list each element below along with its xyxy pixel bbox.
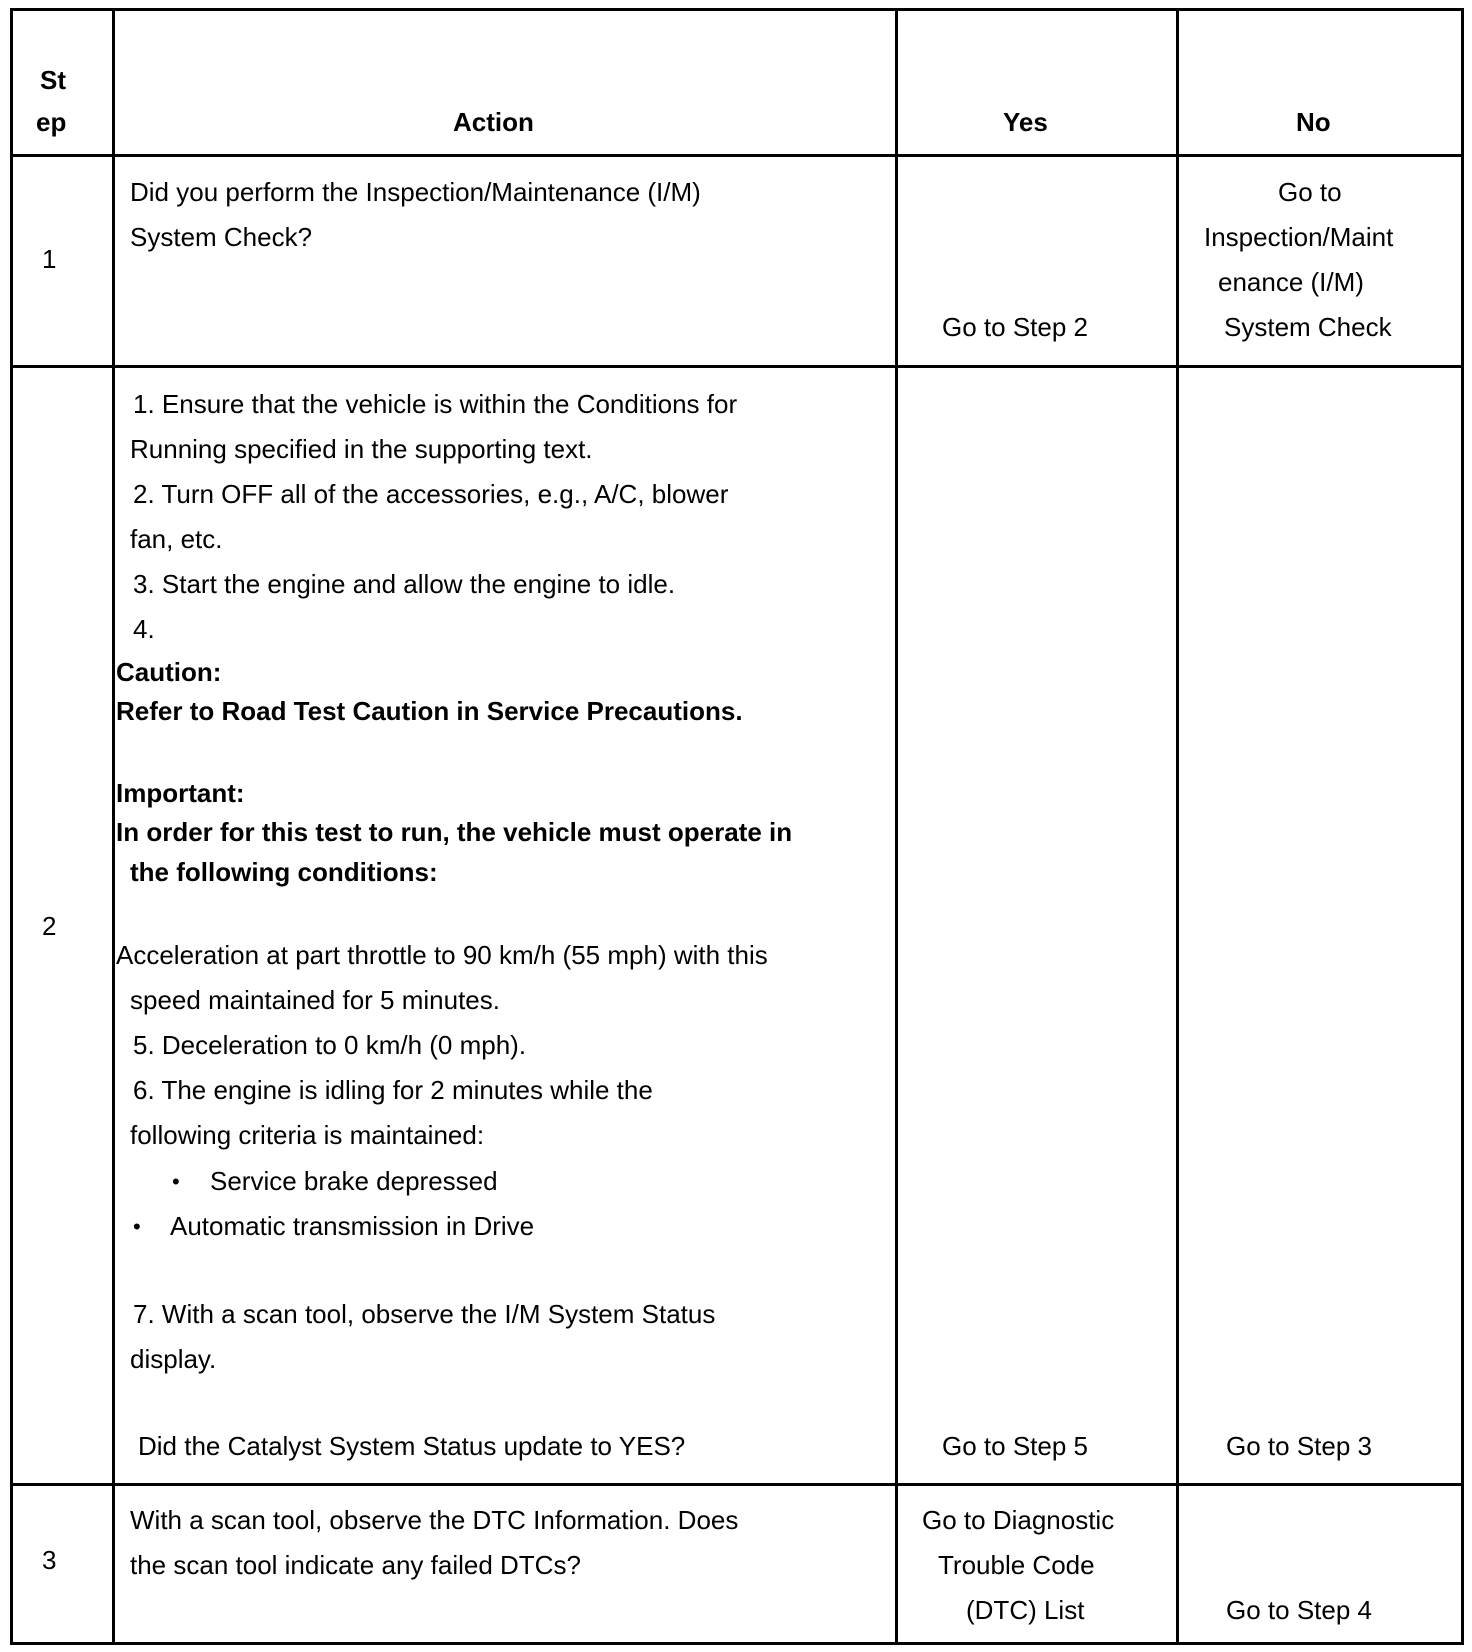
header-step-line1: St xyxy=(40,65,66,95)
row2-step3: 3. Start the engine and allow the engine to idle. xyxy=(133,569,676,599)
row2-step: 2 xyxy=(42,911,57,941)
row2-step5: 5. Deceleration to 0 km/h (0 mph). xyxy=(133,1030,527,1060)
row2-question: Did the Catalyst System Status update to YES? xyxy=(138,1431,686,1461)
row2-step7-line2: display. xyxy=(130,1344,217,1374)
row1-no-line4: System Check xyxy=(1224,312,1392,342)
row-divider xyxy=(13,365,1461,368)
header-action: Action xyxy=(453,107,534,137)
row3-action-line1: With a scan tool, observe the DTC Information. Does xyxy=(130,1505,739,1535)
accel-line2: speed maintained for 5 minutes. xyxy=(130,985,500,1015)
row2-step2-line1: 2. Turn OFF all of the accessories, e.g., A/C, blower xyxy=(133,479,729,509)
row3-yes-line3: (DTC) List xyxy=(966,1595,1085,1625)
row1-no-line3: enance (I/M) xyxy=(1218,267,1364,297)
row3-step: 3 xyxy=(42,1545,57,1575)
row1-yes: Go to Step 2 xyxy=(942,312,1088,342)
important-text-line1: In order for this test to run, the vehicle must operate in xyxy=(116,817,793,847)
row3-action-line2: the scan tool indicate any failed DTCs? xyxy=(130,1550,581,1580)
header-yes: Yes xyxy=(1003,107,1048,137)
row3-yes-line2: Trouble Code xyxy=(938,1550,1095,1580)
caution-text: Refer to Road Test Caution in Service Precautions. xyxy=(116,696,743,726)
row2-yes: Go to Step 5 xyxy=(942,1431,1088,1461)
row1-step: 1 xyxy=(42,244,57,274)
important-label: Important: xyxy=(116,778,245,808)
row2-step4: 4. xyxy=(133,614,155,644)
row2-step6-line1: 6. The engine is idling for 2 minutes while the xyxy=(133,1075,653,1105)
row1-no-line1: Go to xyxy=(1278,177,1342,207)
bullet-glyph: • xyxy=(133,1214,141,1239)
row3-yes-line1: Go to Diagnostic xyxy=(922,1505,1115,1535)
row2-step2-line2: fan, etc. xyxy=(130,524,223,554)
bullet-glyph: • xyxy=(172,1169,180,1194)
caution-label: Caution: xyxy=(116,657,222,687)
row2-step7-line1: 7. With a scan tool, observe the I/M System Status xyxy=(133,1299,716,1329)
bullet-item-2: Automatic transmission in Drive xyxy=(170,1211,535,1241)
row-divider xyxy=(13,154,1461,157)
row2-step6-line2: following criteria is maintained: xyxy=(130,1120,485,1150)
bullet-item-1: Service brake depressed xyxy=(210,1166,498,1196)
accel-line1: Acceleration at part throttle to 90 km/h (55 mph) with this xyxy=(116,940,768,970)
column-divider xyxy=(895,11,898,1642)
column-divider xyxy=(1176,11,1179,1642)
row1-action-line1: Did you perform the Inspection/Maintenance (I/M) xyxy=(130,177,701,207)
row2-step1-line1: 1. Ensure that the vehicle is within the Conditions for xyxy=(133,389,738,419)
row1-no-line2: Inspection/Maint xyxy=(1204,222,1394,252)
row2-no: Go to Step 3 xyxy=(1226,1431,1372,1461)
row2-step1-line2: Running specified in the supporting text. xyxy=(130,434,593,464)
column-divider xyxy=(112,11,115,1642)
row-divider xyxy=(13,1483,1461,1486)
row1-action-line2: System Check? xyxy=(130,222,313,252)
header-step-line2: ep xyxy=(36,107,67,137)
important-text-line2: the following conditions: xyxy=(130,857,438,887)
row3-no: Go to Step 4 xyxy=(1226,1595,1372,1625)
header-no: No xyxy=(1296,107,1331,137)
